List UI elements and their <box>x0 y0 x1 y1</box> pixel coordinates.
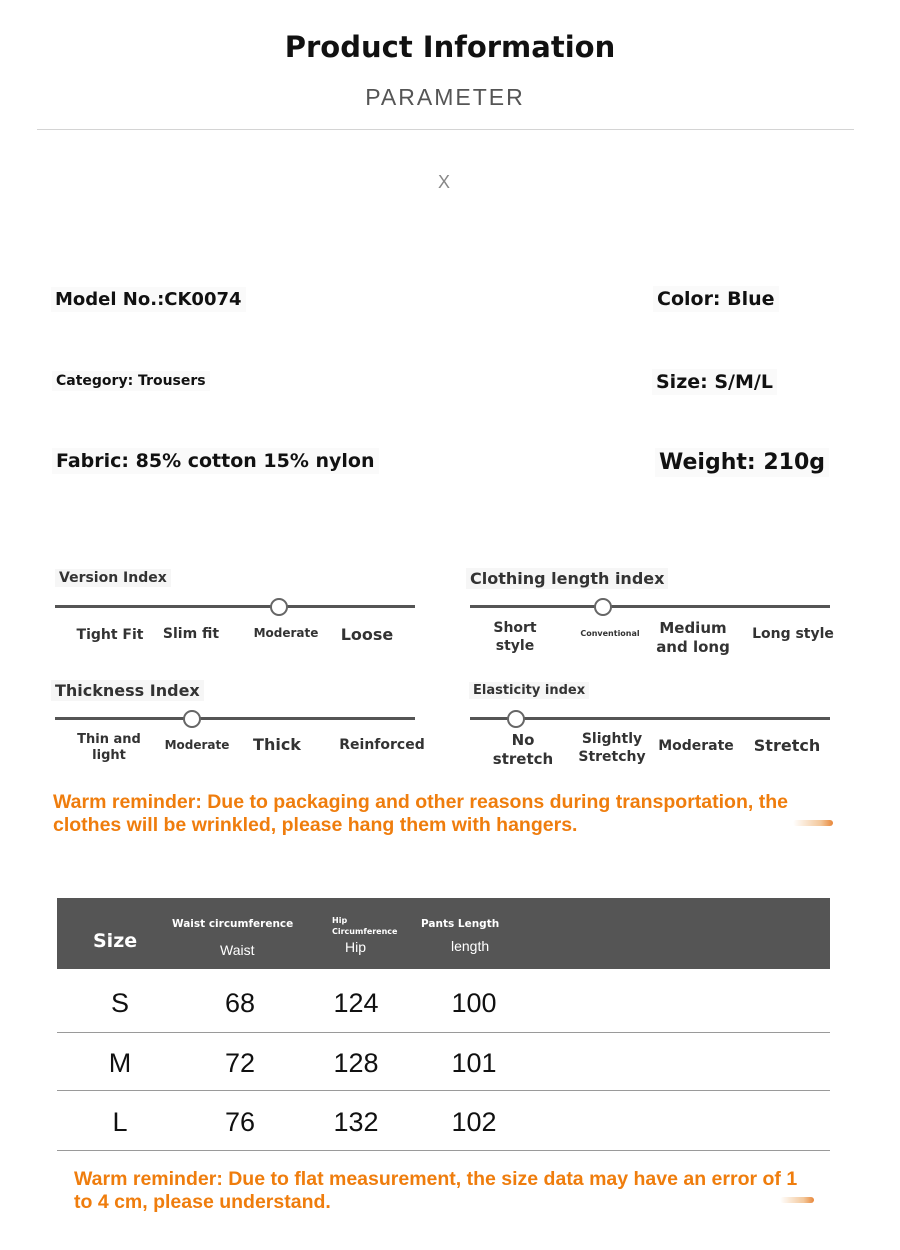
table-cell-size: S <box>110 988 129 1018</box>
elasticity-option-selected: No stretch <box>492 731 554 768</box>
thickness-index-track <box>55 717 415 720</box>
table-row-divider <box>57 1090 830 1091</box>
elasticity-index-title: Elasticity index <box>469 682 589 699</box>
thickness-option-selected: Moderate <box>164 738 230 752</box>
table-cell-hip: 128 <box>333 1048 379 1078</box>
sparkle-decoration <box>793 820 833 826</box>
color-value: Color: Blue <box>653 286 779 312</box>
header-hip-bottom: Hip <box>345 939 367 955</box>
header-length-top: Pants Length <box>421 918 500 930</box>
page-subtitle: PARAMETER <box>365 84 525 110</box>
version-index-track <box>55 605 415 608</box>
table-cell-waist: 76 <box>224 1107 256 1137</box>
version-option: Tight Fit <box>76 627 144 643</box>
clothing-length-option: Long style <box>752 626 834 642</box>
version-index-title: Version Index <box>55 569 171 587</box>
elasticity-option: Moderate <box>658 738 734 754</box>
version-option-selected: Moderate <box>253 626 319 640</box>
clothing-length-index-title: Clothing length index <box>466 568 668 589</box>
model-number: Model No.:CK0074 <box>51 287 246 312</box>
sparkle-decoration <box>780 1197 814 1203</box>
size-table-header <box>57 898 830 969</box>
x-mark: X <box>437 172 450 192</box>
header-hip-top: Hip Circumference <box>332 916 398 936</box>
table-cell-hip: 132 <box>333 1107 379 1137</box>
header-waist-bottom: Waist <box>220 942 255 958</box>
header-divider <box>37 129 854 130</box>
weight-value: Weight: 210g <box>655 448 829 477</box>
packaging-reminder: Warm reminder: Due to packaging and other reasons during transportation, the clothes will be wrinkled, please hang them with hangers. <box>53 791 788 836</box>
version-option: Loose <box>340 625 394 644</box>
version-option: Slim fit <box>162 626 220 642</box>
table-cell-waist: 68 <box>224 988 256 1018</box>
table-cell-size: M <box>108 1048 132 1078</box>
clothing-length-option-selected: Conventional <box>580 629 640 638</box>
clothing-length-option: Short style <box>493 620 537 654</box>
table-row-divider <box>57 1032 830 1033</box>
clothing-length-track <box>470 605 830 608</box>
clothing-length-option: Medium and long <box>656 619 730 656</box>
elasticity-option: Stretch <box>753 736 821 755</box>
table-cell-length: 100 <box>451 988 497 1018</box>
page-title: Product Information <box>284 30 616 64</box>
size-value: Size: S/M/L <box>652 369 777 395</box>
table-cell-waist: 72 <box>224 1048 256 1078</box>
table-cell-length: 101 <box>451 1048 497 1078</box>
thickness-option: Reinforced <box>339 737 425 753</box>
measurement-reminder: Warm reminder: Due to flat measurement, the size data may have an error of 1 to 4 cm, please understand. <box>74 1168 798 1213</box>
elasticity-option: Slightly Stretchy <box>578 731 646 765</box>
elasticity-index-knob <box>507 710 525 728</box>
thickness-option: Thick <box>253 735 301 754</box>
version-index-knob <box>270 598 288 616</box>
thickness-option: Thin and light <box>77 732 141 764</box>
header-length-bottom: length <box>451 938 490 954</box>
thickness-index-knob <box>183 710 201 728</box>
table-cell-length: 102 <box>451 1107 497 1137</box>
thickness-index-title: Thickness Index <box>51 680 204 701</box>
header-size: Size <box>93 930 138 952</box>
table-row-divider <box>57 1150 830 1151</box>
header-waist-top: Waist circumference <box>172 918 294 930</box>
table-cell-size: L <box>112 1107 128 1137</box>
table-cell-hip: 124 <box>333 988 379 1018</box>
category-value: Category: Trousers <box>52 371 210 391</box>
fabric-value: Fabric: 85% cotton 15% nylon <box>52 448 379 474</box>
clothing-length-knob <box>594 598 612 616</box>
